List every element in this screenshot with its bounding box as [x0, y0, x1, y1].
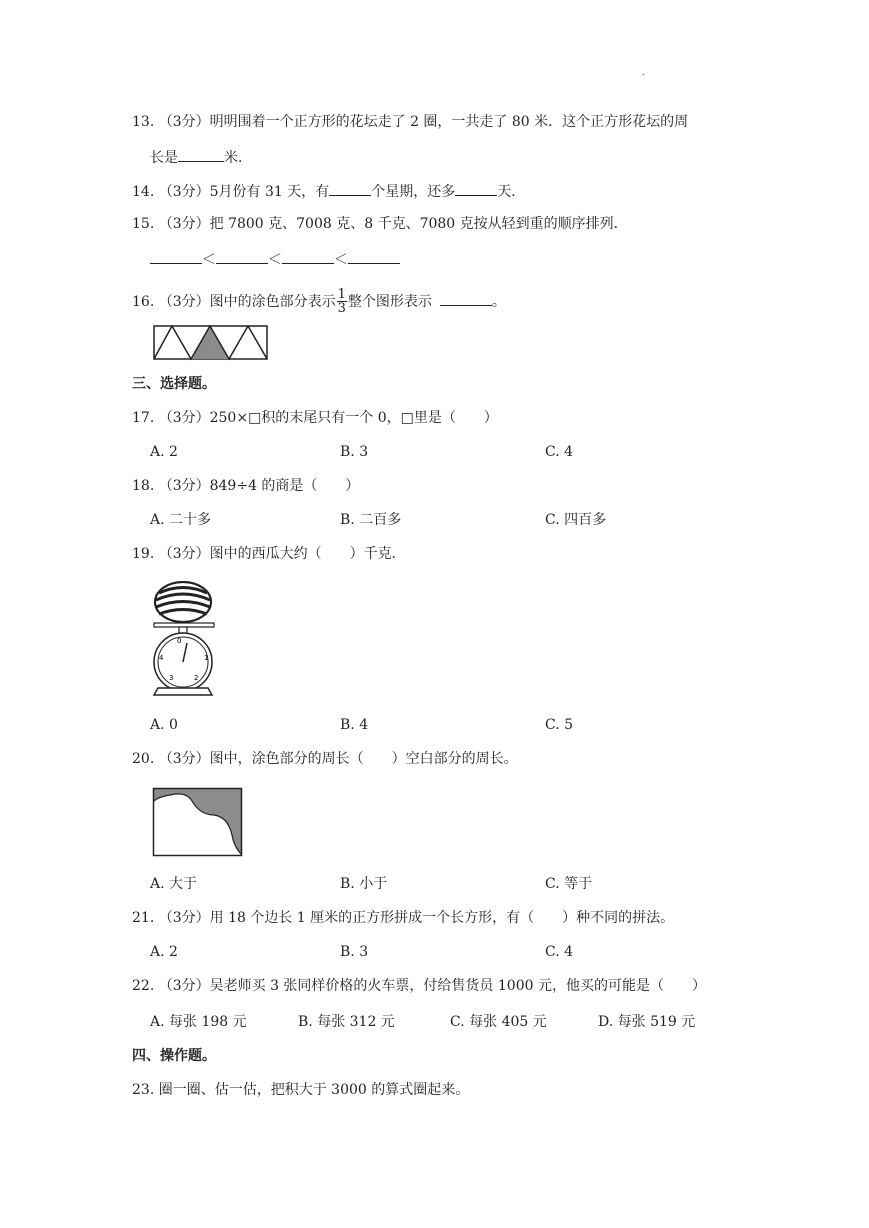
q16-text-c: 。: [491, 293, 506, 310]
dial-label-0: 0: [177, 637, 182, 645]
q19-option-c[interactable]: C. 5: [545, 717, 574, 733]
q18-stem: 18. （3分）849÷4 的商是（ ）: [132, 478, 360, 494]
q18-option-b[interactable]: B. 二百多: [340, 512, 402, 528]
q20-option-b[interactable]: B. 小于: [340, 876, 388, 892]
q14-weeks-blank[interactable]: [329, 181, 371, 196]
q16-answer-blank[interactable]: [440, 291, 492, 306]
q13-line2: [150, 147, 252, 167]
dial-label-4: 4: [159, 654, 164, 662]
q16-triangles-figure: [153, 325, 269, 361]
q15-lt-2: ＜: [268, 252, 282, 268]
q17-option-c[interactable]: C. 4: [545, 444, 574, 460]
q13-text-b: 米．: [224, 150, 252, 166]
q22-option-d[interactable]: D. 每张 519 元: [598, 1014, 696, 1030]
q21-option-b[interactable]: B. 3: [340, 944, 369, 960]
q17-option-b[interactable]: B. 3: [340, 444, 369, 460]
q21-stem: 21. （3分）用 18 个边长 1 厘米的正方形拼成一个长方形，有（ ）种不同的拼法。: [132, 910, 675, 926]
q16-text-a: 16. （3分）图中的涂色部分表示: [132, 293, 336, 310]
q14-text-b: 个星期，还多: [371, 184, 456, 200]
q15-blank-4[interactable]: [348, 249, 400, 264]
q19-stem: 19. （3分）图中的西瓜大约（ ）千克．: [132, 546, 406, 562]
section-3-title: 三、选择题。: [132, 376, 216, 392]
dial-label-1: 1: [204, 654, 209, 662]
q13-answer-blank[interactable]: [178, 147, 224, 162]
q19-watermelon-scale-figure: [150, 580, 220, 698]
q20-stem: 20. （3分）图中，涂色部分的周长（ ）空白部分的周长。: [132, 751, 518, 767]
q23-stem: 23. 圈一圈、估一估，把积大于 3000 的算式圈起来。: [132, 1082, 470, 1098]
q21-option-c[interactable]: C. 4: [545, 944, 574, 960]
q14-days-blank[interactable]: [455, 181, 497, 196]
q16-fraction-denominator: 3: [337, 301, 346, 316]
q20-option-a[interactable]: A. 大于: [150, 876, 198, 892]
q15-order-line: [150, 249, 400, 269]
q14-text-c: 天．: [497, 184, 526, 200]
q13-line1: 13. （3分）明明围着一个正方形的花坛走了 2 圈，一共走了 80 米．这个正方形花坛的周: [132, 114, 689, 130]
q16-fraction-numerator: 1: [337, 287, 346, 302]
section-4-title: 四、操作题。: [132, 1048, 216, 1064]
q17-option-a[interactable]: A. 2: [150, 444, 178, 460]
q15-lt-1: ＜: [202, 252, 216, 268]
q19-option-a[interactable]: A. 0: [150, 717, 178, 733]
q15-blank-1[interactable]: [150, 249, 202, 264]
q13-text-a: 长是: [150, 150, 178, 166]
header-dot: .: [642, 68, 645, 77]
q22-option-c[interactable]: C. 每张 405 元: [450, 1014, 547, 1030]
q18-option-a[interactable]: A. 二十多: [150, 512, 212, 528]
q15-blank-2[interactable]: [216, 249, 268, 264]
q18-option-c[interactable]: C. 四百多: [545, 512, 607, 528]
q16-line: [132, 288, 506, 315]
dial-label-3: 3: [169, 674, 174, 682]
q20-shaded-rectangle-figure: [152, 787, 244, 858]
q17-stem: 17. （3分）250×□积的末尾只有一个 0，□里是（ ）: [132, 410, 498, 426]
q22-stem: 22. （3分）吴老师买 3 张同样价格的火车票，付给售货员 1000 元，他买的可能是（ ）: [132, 978, 706, 994]
q16-fraction: [337, 288, 347, 315]
q14-line: [132, 181, 525, 201]
q22-option-a[interactable]: A. 每张 198 元: [150, 1014, 247, 1030]
q14-text-a: 14. （3分）5月份有 31 天，有: [132, 184, 330, 200]
q15-blank-3[interactable]: [282, 249, 334, 264]
q20-option-c[interactable]: C. 等于: [545, 876, 593, 892]
q19-option-b[interactable]: B. 4: [340, 717, 369, 733]
q16-text-b: 整个图形表示: [347, 293, 432, 310]
q15-line1: 15. （3分）把 7800 克、7008 克、8 千克、7080 克按从轻到重的顺序排列．: [132, 216, 628, 232]
q21-option-a[interactable]: A. 2: [150, 944, 178, 960]
dial-label-2: 2: [194, 674, 199, 682]
q22-option-b[interactable]: B. 每张 312 元: [298, 1014, 395, 1030]
q15-lt-3: ＜: [334, 252, 348, 268]
